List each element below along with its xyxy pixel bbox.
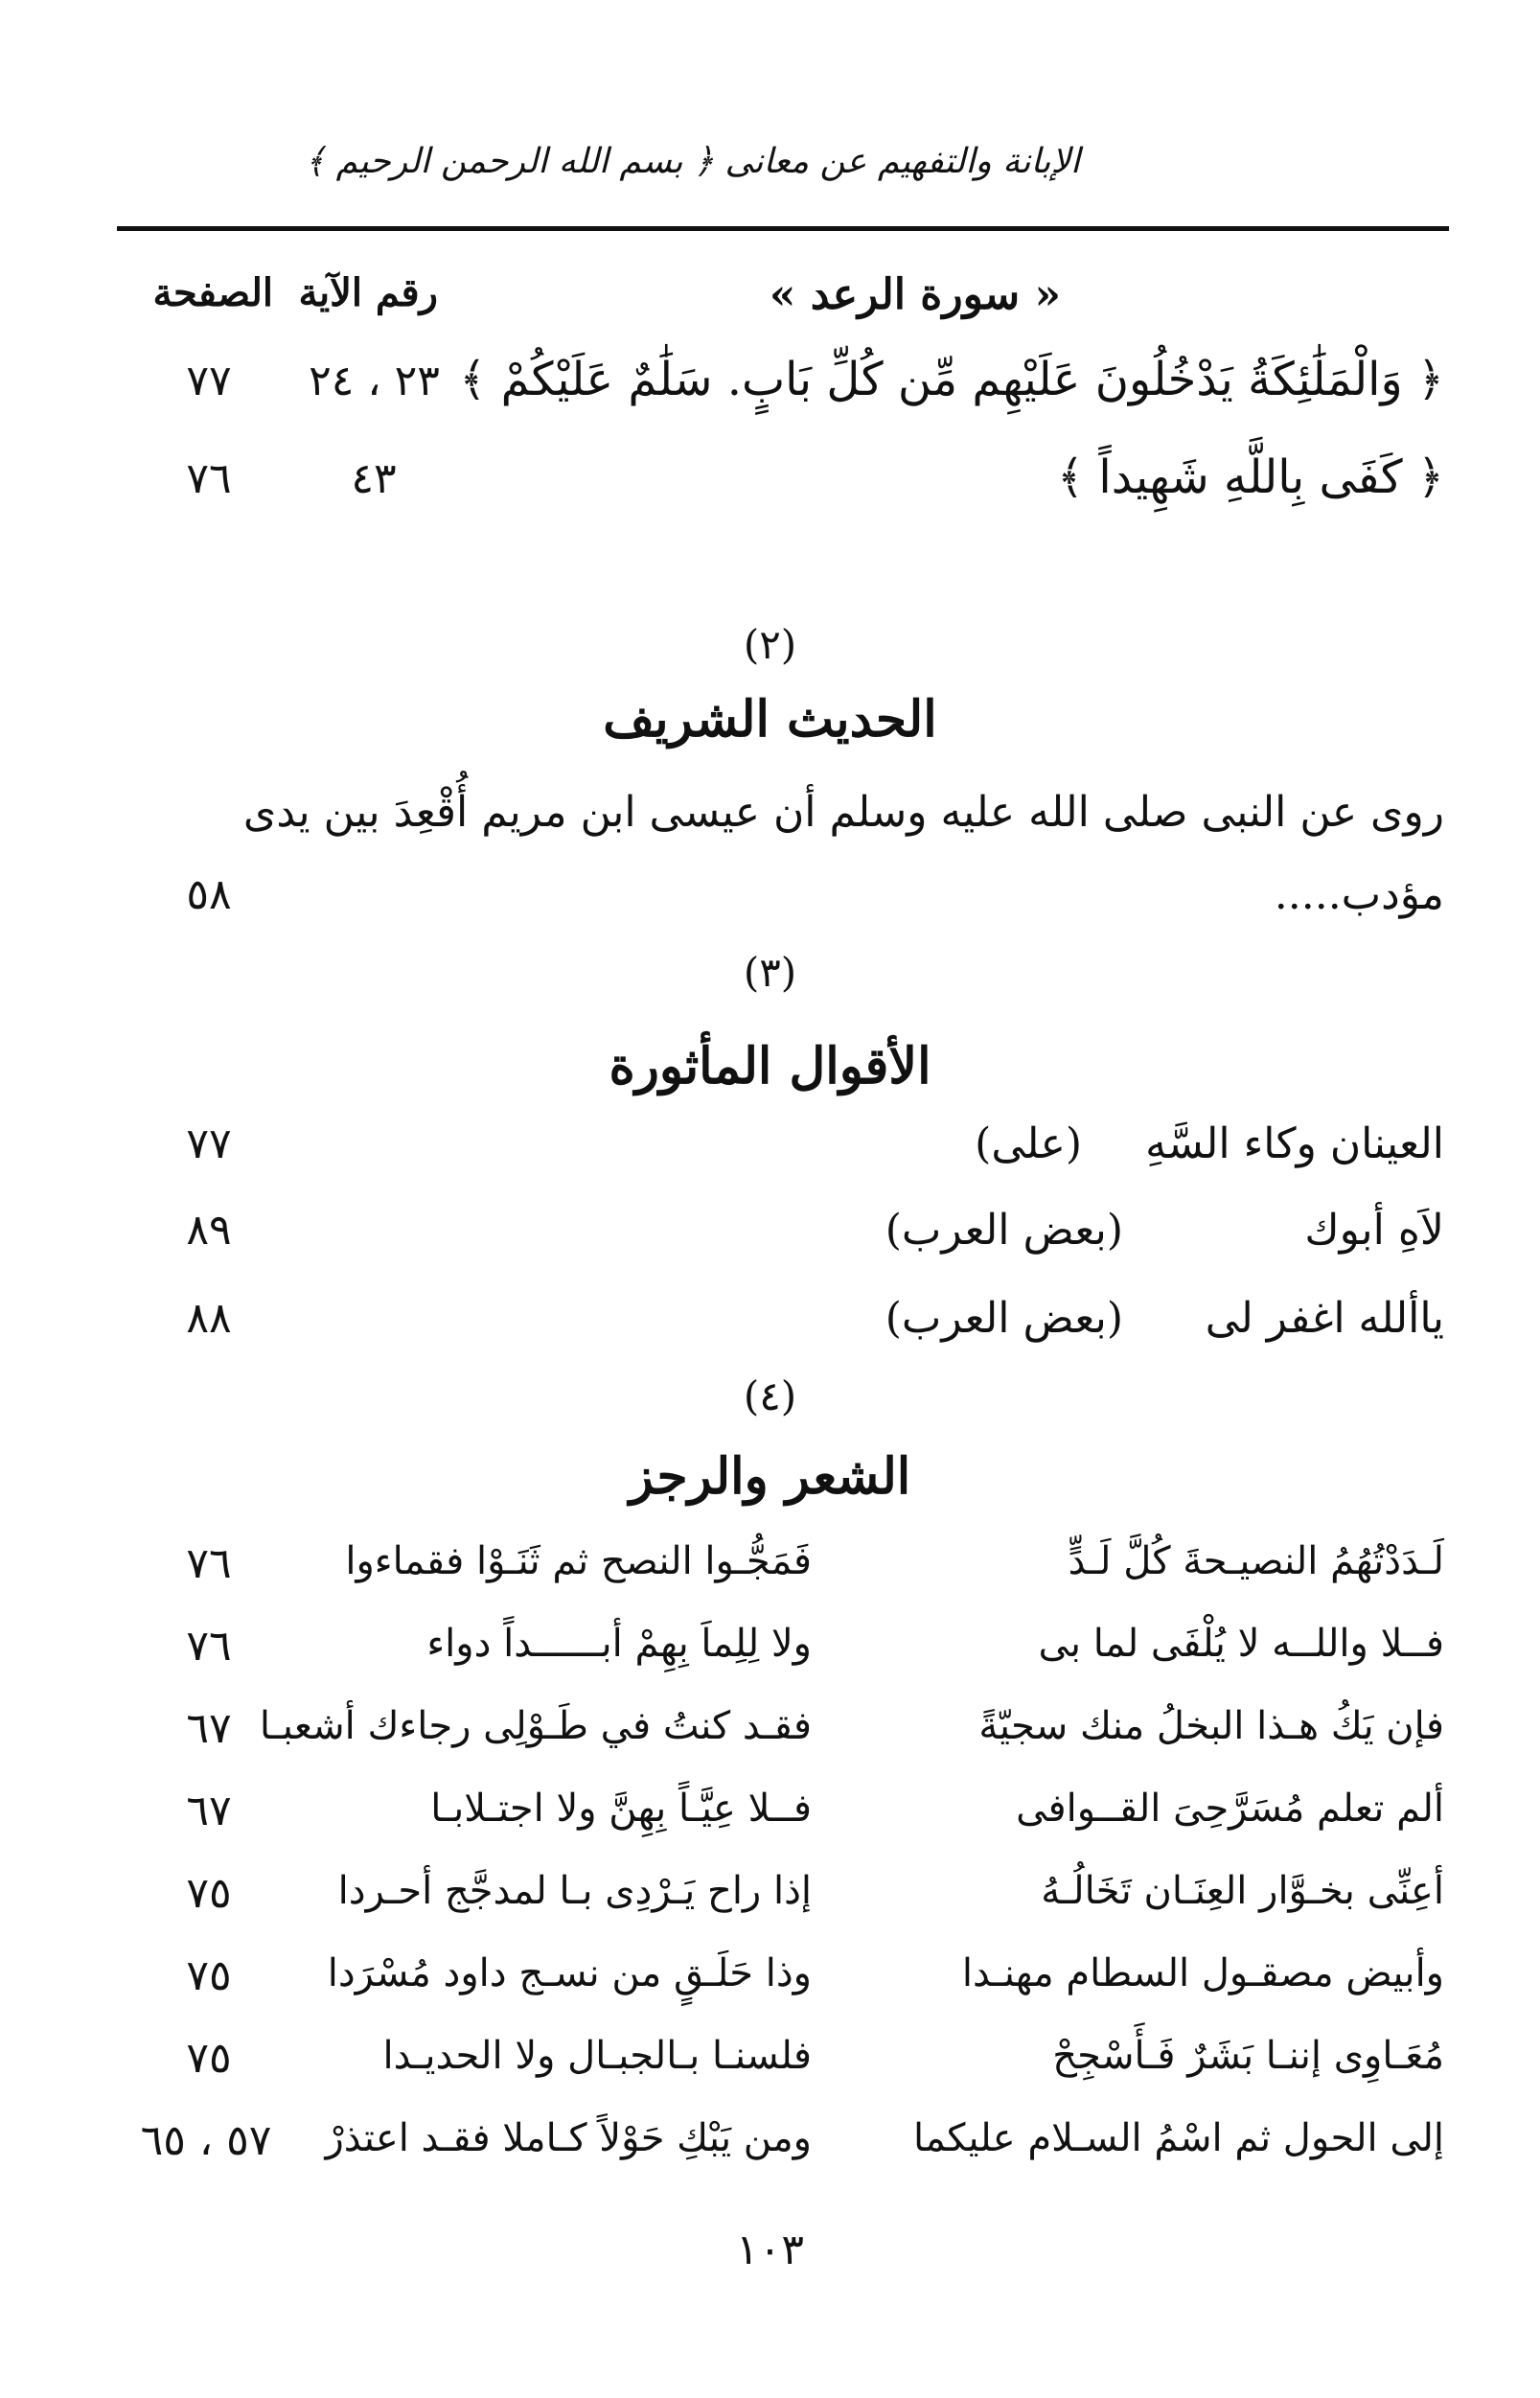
column-header-ayah: رقم الآية <box>298 270 438 315</box>
poem-verse-first: وأبيض مصقـول السطام مهنـدا <box>961 1951 1444 1995</box>
page-ref: ٧٧ <box>186 1119 232 1168</box>
page-ref: ٨٩ <box>186 1206 232 1255</box>
hadith-text-line: روى عن النبى صلى الله عليه وسلم أن عيسى ابن مريم أُقْعِدَ بين يدى <box>242 788 1444 837</box>
poem-verse-first: فــلا واللــه لا يُلْفَى لما بى <box>1038 1622 1444 1666</box>
quran-verse: ﴿ كَفَى بِاللَّهِ شَهِيداً ﴾ <box>1056 450 1444 504</box>
saying-text: العينان وكاء السَّهِ <box>1145 1119 1444 1168</box>
page-ref: ٨٨ <box>186 1294 232 1343</box>
poem-verse-second: ولا لِلِماَ بِهِمْ أبــــــداً دواء <box>426 1622 812 1666</box>
poem-verse-second: فلسنـا بـالجبـال ولا الحديـدا <box>382 2034 812 2078</box>
saying-text: لاَهِ أبوك <box>1304 1206 1444 1255</box>
saying-text: ياألله اغفر لى <box>1205 1294 1444 1343</box>
poem-verse-second: فقـد كنتُ في طَـوْلِى رجاءك أشعبـا <box>259 1704 812 1748</box>
running-header: الإبانة والتفهيم عن معانى ﴿ بسم الله الرحمن الرحيم ﴾ <box>305 142 1080 181</box>
poem-verse-first: فإن يَكُ هـذا البخلُ منك سجيّةً <box>978 1704 1444 1748</box>
poem-verse-second: فــلا عِيَّـاً بِهِنَّ ولا اجتـلابـا <box>430 1787 812 1831</box>
page-ref: ٧٥ <box>186 1869 232 1918</box>
page-ref: ٥٧ ، ٦٥ <box>140 2116 272 2165</box>
page-number: ١٠٣ <box>736 2225 804 2274</box>
page-ref: ٧٦ <box>186 1539 232 1588</box>
saying-source: (بعض العرب) <box>885 1294 1123 1343</box>
page-ref: ٧٥ <box>186 2034 232 2083</box>
section-title: الشعر والرجز <box>629 1447 911 1506</box>
column-header-page: الصفحة <box>152 270 273 315</box>
ayah-number: ٢٣ ، ٢٤ <box>309 357 440 405</box>
page-ref: ٧٦ <box>186 454 232 503</box>
page-ref: ٦٧ <box>186 1704 232 1753</box>
section-number: (٢) <box>743 621 797 668</box>
page-ref: ٧٦ <box>186 1622 232 1671</box>
page-ref: ٥٨ <box>186 870 232 919</box>
page-ref: ٧٥ <box>186 1951 232 2000</box>
poem-verse-second: إذا راح يَـرْدِى بـا لمدجَّج أحـردا <box>337 1869 812 1913</box>
hadith-text-line: مؤدب..... <box>1274 870 1444 919</box>
section-number: (٣) <box>743 949 797 996</box>
saying-source: (على) <box>975 1119 1082 1168</box>
poem-verse-first: ألم تعلم مُسَرَّحِىَ القــوافى <box>1016 1787 1444 1831</box>
poem-verse-first: لَـدَدْتُهُمُ النصيـحةَ كُلَّ لَـدٍّ <box>1068 1539 1444 1583</box>
header-rule <box>117 226 1449 231</box>
poem-verse-first: إلى الحول ثم اسْمُ السـلام عليكما <box>913 2116 1444 2160</box>
poem-verse-first: أعِنِّى بخـوَّار العِنَـان تَخَالُـهُ <box>1041 1869 1444 1913</box>
section-title: الحديث الشريف <box>603 690 937 749</box>
page-ref: ٦٧ <box>186 1787 232 1835</box>
page-ref: ٧٧ <box>186 357 232 405</box>
poem-verse-second: وذا حَلَـقٍ من نسـج داود مُسْرَدا <box>327 1951 812 1995</box>
saying-source: (بعض العرب) <box>885 1206 1123 1255</box>
poem-verse-first: مُعَـاوِى إننـا بَشَرٌ فَـأَسْجِحْ <box>1052 2034 1444 2078</box>
section-number: (٤) <box>743 1372 797 1419</box>
quran-verse: ﴿ وَالْمَلَٰئِكَةُ يَدْخُلُونَ عَلَيْهِم مِّن كُلِّ بَابٍ. سَلَٰمٌ عَلَيْكُمْ ﴾ <box>459 353 1444 406</box>
poem-verse-second: فَمَجُّـوا النصح ثم ثَنَـوْا فقماءوا <box>345 1539 812 1583</box>
poem-verse-second: ومن يَبْكِ حَوْلاً كـاملا فقـد اعتذرْ <box>325 2116 812 2160</box>
ayah-number: ٤٣ <box>351 454 397 503</box>
section-title: الأقوال المأثورة <box>609 1037 931 1095</box>
surah-title: « سورة الرعد » <box>769 270 1061 319</box>
